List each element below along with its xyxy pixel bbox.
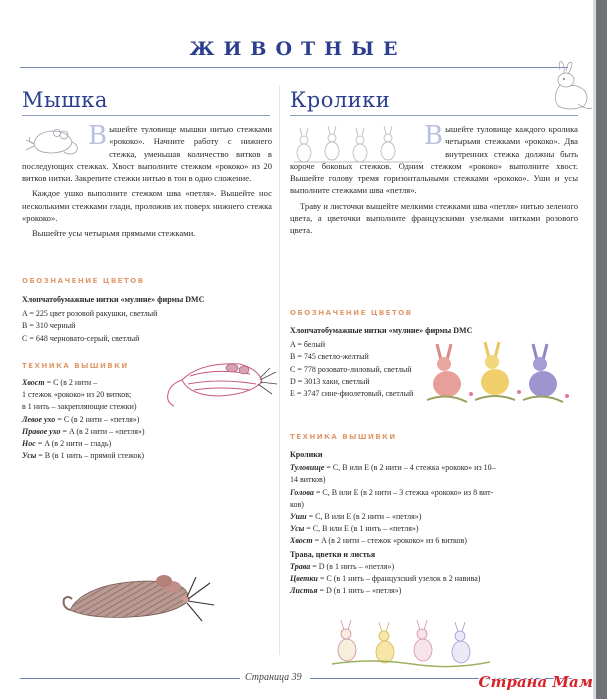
technique-text: = A (в 2 нити – «петля») [60,426,145,436]
technique-text: 14 витков) [290,475,326,485]
header-rule [20,67,568,68]
mouse-technique-label: ТЕХНИКА ВЫШИВКИ [22,362,129,370]
embroidered-mouse-photo [60,555,220,640]
rabbits-color-d: D = 3013 хаки, светлый [290,376,370,386]
rabbits-color-a: A = белый [290,340,326,350]
mouse-instructions [22,123,272,243]
column-divider [279,85,280,655]
mouse-color-a: A = 225 цвет розовой ракушки, светлый [22,309,158,319]
technique-text: = C (в 1 нить – французский узелок в 2 навива) [317,574,481,584]
technique-text: = D (в 1 нить – «петля») [310,561,395,571]
rabbits-section-title: Кролики [290,88,391,112]
technique-name: Уши [290,512,307,522]
technique-text: 1 стежок «рококо» из 20 витков; [22,390,132,400]
mouse-thread-title: Хлопчатобумажные нитки «мулине» фирмы DMC [22,295,205,304]
mouse-technique [22,377,172,462]
technique-text: = C, B или E (в 2 нити – 3 стежка «рококо» из 8 вит- [313,487,494,497]
technique-name: Хвост [290,536,313,546]
rabbit-sketch-corner [548,58,593,113]
technique-name: Голова [290,487,314,497]
technique-name: Левое ухо [22,414,56,424]
technique-text: = D (в 1 нить – «петля») [317,586,402,596]
page-title: ЖИВОТНЫЕ [189,38,407,60]
technique-name: Усы [22,451,37,461]
technique-text: в 1 нить – закрепляющие стежки) [22,402,137,412]
technique-name: Правое ухо [22,426,61,436]
technique-name: Цветки [290,574,318,584]
rabbits-instructions [290,123,578,240]
technique-name: Хвост [22,378,45,387]
technique-name: Листья [290,586,318,596]
group-heading-grass: Трава, цветки и листья [290,549,376,559]
rabbits-bottom-illustration [332,620,490,668]
sketch-spacer [290,123,424,159]
technique-text: = A (в 2 нити – стежок «рококо» из 6 витков) [312,536,467,546]
technique-text: = C, B или E (в 1 нить – «петля») [304,524,419,534]
technique-text: = C, B или E (в 2 нити – «петля») [306,512,422,522]
rabbits-paragraph-2: Траву и листочки вышейте мелкими стежками шва «петля» нитью зеленого цвета, а цветочки выполните французскими узелками нитками розового цвета. [290,200,578,236]
mouse-section-title: Мышка [22,88,108,112]
rabbits-technique [290,449,580,597]
technique-name: Усы [290,524,305,534]
technique-text: ков) [290,499,304,509]
technique-name: Туловище [290,463,325,473]
rabbits-thread-title: Хлопчатобумажные нитки «мулине» фирмы DMC [290,326,473,335]
footer-rule-left [20,678,240,679]
page-number: Страница 39 [245,672,302,683]
technique-name: Трава [290,561,311,571]
technique-text: = C (в 2 нити – [44,378,98,387]
embroidered-rabbits-photo [425,340,575,406]
technique-text: = A (в 2 нити – гладь) [35,439,112,449]
page-edge [596,0,607,699]
rabbits-title-rule [290,115,578,116]
sketch-spacer [22,123,88,159]
rabbits-colors-label: ОБОЗНАЧЕНИЕ ЦВЕТОВ [290,309,413,317]
mouse-colors [22,294,272,345]
rabbits-color-e: E = 3747 сине-фиолетовый, светлый [290,389,414,399]
rabbits-color-c: C = 778 розовато-лиловый, светлый [290,364,412,374]
mouse-dropcap: В [88,121,108,151]
technique-text: = C (в 2 нити – «петля») [55,414,140,424]
mouse-stitch-diagram [160,350,280,420]
site-watermark: Страна Мам [478,673,593,691]
technique-text: = B (в 1 нить – прямой стежок) [36,451,145,461]
mouse-title-rule [22,115,270,116]
mouse-color-b: B = 310 черный [22,321,76,331]
mouse-color-c: C = 648 черновато-серый, светлый [22,333,140,343]
group-heading-rabbits: Кролики [290,450,323,459]
rabbits-dropcap: В [424,121,444,151]
rabbits-color-b: B = 745 светло-желтый [290,352,369,362]
technique-text: = C, B или E (в 2 нити – 4 стежка «рококо» из 10– [324,463,496,473]
technique-name: Нос [22,439,36,449]
mouse-paragraph-2: Каждое ушко выполните стежком шва «петля». Вышейте нос несколькими стежками глади, проложив их поверх нижнего стежка «рококо». [22,188,272,224]
mouse-paragraph-1: ышейте туловище мышки нитью стежками «рококо». Начните работу с нижнего стежка, уменьшая количество витков в последующих стежках. Хвост выполните стежком «рококо» из 20 витков нитки. Закрепите стежки нитью в тон в одно сложение. [22,124,272,184]
rabbits-technique-label: ТЕХНИКА ВЫШИВКИ [290,433,397,441]
mouse-paragraph-3: Вышейте усы четырьмя прямыми стежками. [32,228,196,239]
mouse-colors-label: ОБОЗНАЧЕНИЕ ЦВЕТОВ [22,277,145,285]
rabbits-paragraph-1: ышейте туловище каждого кролика четырьмя стежками «рококо». Два внутренних стежка должны быть короче боковых стежков. Одним стежком «рококо» выполните хвост. Вышейте голову тремя горизонтальными стежками «рококо». Уши и усы выполните стежками шва «петля». [290,124,578,196]
